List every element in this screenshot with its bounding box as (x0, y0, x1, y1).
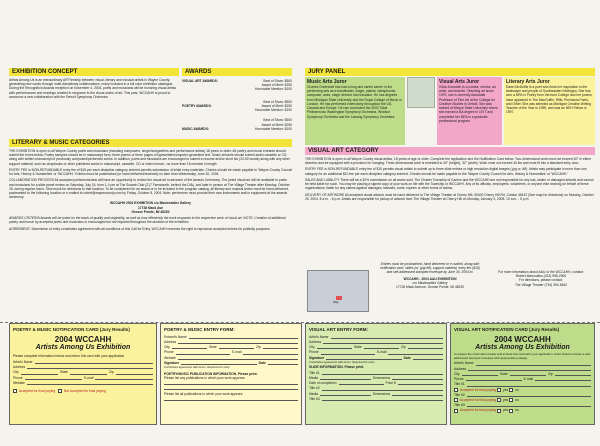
accepted-label: Accepted for final jurying (460, 408, 497, 413)
yes-label: yes (503, 408, 509, 413)
literary-address (9, 201, 292, 214)
mail-address-3: 17728 Mack Avenue, Grosse Pointe, MI 48230 (395, 285, 465, 290)
award-line: Best of Show: $500 (263, 99, 292, 104)
juror-bio: Charles Greenwell has had a long and varied career in the performing arts as a bandleader, singer, pianist, vibraphonist, composer, actor, stage director and educator. He has degrees from Michigan State University and the Royal College of Music in London. He has performed extensively throughout the US, Canada and Europe. He has conducted the 2002 Tokai Philharmonic Washington Symphony Orchestra, Windsor Symphony Orchestra and the Lansing Symphony Orchestra. (307, 85, 402, 119)
slide-entry-3 (309, 397, 443, 401)
field-label: State (500, 371, 508, 376)
field-label: Title #1 (309, 370, 320, 375)
field-label: State (60, 370, 68, 375)
award-line: Best of Show: $500 (263, 79, 292, 83)
field-label: Zip (256, 345, 261, 350)
field-label: Address (454, 366, 467, 371)
form-title: VISUAL ART ENTRY FORM: (309, 327, 369, 332)
slide-info-title: SLIDE INFORMATION. Please print. (309, 365, 365, 370)
contact-line: Robert Marcoultus (313) 995-2900 (515, 274, 567, 279)
award-line: Award of Merit: $250 (261, 122, 292, 127)
accepted-label: Accepted for final jurying (460, 387, 497, 392)
mail-info (378, 262, 482, 317)
exhibition-concept-title: EXHIBITION CONCEPT (12, 69, 78, 75)
literary-paragraph: AWARDS CRITERIA Awards will be juried on the basis of quality and originality, as well as how effectively the work responds to the respective work of visual art. NOTE: Creation of additional poetry and music by accepted poets and musicians is encouraged but not required throughout the duration of the exhibition. (9, 216, 286, 225)
juror-title: Visual Arts Juror (439, 79, 480, 85)
map-image (307, 270, 369, 312)
award-line: Honorable Mention: $100 (254, 87, 292, 92)
address-line: 17728 Mack Ave (137, 205, 164, 210)
city-state-zip-field[interactable] (13, 370, 153, 374)
field-label: Phone (164, 350, 174, 355)
artist-name-field[interactable] (309, 335, 443, 339)
accepted-label: Accepted for final jurying (460, 397, 497, 402)
juror-photo (407, 77, 435, 108)
field-label: Price $ (385, 381, 396, 386)
award-line: Award of Merit: $250 (261, 83, 292, 88)
field-label: E-mail (232, 350, 242, 355)
accepted-checkbox[interactable] (454, 398, 458, 402)
field-label: Website (164, 355, 176, 360)
field-label: Zip (548, 371, 553, 376)
card-title: POETRY & MUSIC NOTIFICATION CARD (Jury Results) (13, 327, 130, 332)
field-label: Artist's Name (454, 361, 474, 366)
title-3-row[interactable] (454, 403, 591, 407)
field-label: Address (164, 339, 177, 344)
field-label: Dimensions (372, 375, 391, 380)
visual-juror (437, 77, 502, 145)
literary-music-header (9, 139, 292, 147)
accepted-label: Accepted for final jurying (19, 389, 56, 394)
field-label: Signature (164, 360, 180, 365)
city-state-zip-field[interactable] (164, 345, 298, 349)
yes-label: yes (503, 397, 509, 402)
phone-field[interactable] (13, 376, 153, 380)
city-state-zip-field[interactable] (309, 345, 443, 349)
field-label: City (164, 345, 170, 350)
title-3-result (454, 408, 591, 412)
literary-paragraph: COLLABORATION PROCESS All accepted poets/musicians will have an opportunity to review the visual art in advance of the Awards Ceremony. The juried visual art will be available to poets and musicians for a slide panel review on Saturday, July 24, from 1-4 pm at The Scarab Club (217 Farnsworth, behind the DIA), and later in person at The Village Theater after Monday, October 28, during regular hours. Give mock for directions to that location. To be considered for an award or to be included in the program catalog, all literary and musical works must be hand-delivered, postmarked to the following location or e-mailed to robert@waynecounty.com by Friday, October 8, 2004. Note: performers must provide their own instruments and/or equipment at the awards ceremony. (9, 178, 290, 200)
visual-art-title: VISUAL ART CATEGORY (308, 148, 379, 154)
signature-note: Constitutes agreement with terms. Required for entry (164, 365, 230, 370)
map-label: Map (333, 300, 339, 304)
website-field[interactable] (164, 356, 298, 360)
field-label: Media (309, 375, 318, 380)
field-label: Phone (13, 375, 23, 380)
field-label: Date (258, 360, 266, 365)
signature-note: Constitutes agreement with terms. Required for entry (309, 359, 375, 364)
address-field[interactable] (309, 340, 443, 344)
no-label: no (515, 408, 519, 413)
field-label: Artist's Name (309, 334, 329, 339)
phone-field[interactable] (164, 350, 298, 354)
field-label: Address (309, 339, 322, 344)
website-field[interactable] (13, 381, 153, 385)
concept-text (9, 78, 179, 122)
publication-instruction: Please list any publications in which your work appears. (164, 375, 246, 380)
field-label: Artist's Name (13, 359, 33, 364)
card-year: 2004 WCCAHH (54, 334, 112, 344)
address-field[interactable] (13, 365, 153, 369)
field-label: Title #2 (309, 386, 320, 391)
jury-panel-title: JURY PANEL (308, 69, 346, 75)
field-label: Date (403, 355, 411, 360)
field-label: Signature (309, 355, 325, 360)
artist-name-field[interactable] (454, 361, 591, 365)
visual-art-header (305, 147, 595, 155)
slide-media-field[interactable] (309, 392, 443, 396)
title-2-row[interactable] (454, 393, 591, 397)
phone-field[interactable] (454, 377, 591, 381)
literary-music-title: LITERARY & MUSIC CATEGORIES (12, 140, 110, 146)
address-line: WCCAHH 2004 EXHIBITION c/o Masiecadiez Gallery (110, 201, 191, 206)
slide-entry-1 (309, 371, 443, 386)
contact-line: The Village Theater (734) 394-5460 (514, 282, 568, 287)
publication-line[interactable] (164, 385, 298, 390)
title-1-row[interactable] (454, 382, 591, 386)
no-label: no (515, 397, 519, 402)
field-label: Title #3 (454, 403, 465, 408)
mail-address-2: c/o Masiecadiez Gallery (412, 280, 448, 285)
literary-paragraph: AGREEMENT: Submission of entry constitutes agreement with all conditions of this Call for Entry. WCCAHH reserves the right to reproduce accepted entries for publicity purposes. (9, 226, 271, 231)
visual-paragraph: THE EXHIBITION is open to all Wayne County visual artists, 18 years of age or older. Complete the application and the Notification Card below. Two-dimensional work must not exceed 40" in either direction and be equipped with a provision for hanging. Three-dimensional work is restricted to 40" (height), 32" (width). Work must not exceed 40 lbs and must fit into a standard entry door. (305, 157, 592, 166)
contact-intro: For more information about AAU or the WCCAHH, contact: (498, 270, 584, 274)
visual-notification-card (450, 323, 595, 425)
field-label: E-mail (377, 350, 387, 355)
slide-title-field[interactable] (309, 397, 443, 401)
award-line: Honorable Mention: $100 (254, 126, 292, 131)
exhibition-concept-header (9, 68, 179, 76)
yes-label: yes (503, 387, 509, 392)
field-label: Title #2 (454, 392, 465, 397)
literary-paragraph: THE EXHIBITION is open to all Wayne County poets and musicians (including composers, singer/songwriters and performance artists) 18 years or older. All poetry and music entrants should submit the forms below. Poetry samples should be in manuscript form, three poems or three pages of typewritten/computer-generated text. Music entrants should submit audio cassette or CD, along with written manuscript of previously composed/performed works. In addition, poets and musicians are encouraged to submit a resume and/or short bio (20-50 words) along with any other support material, such as chapbooks or other published works in manuscript, cassette, CD or video format - no more than 15 minutes in length. (9, 149, 290, 166)
slide-entry-2 (309, 386, 443, 395)
field-label: City (13, 370, 19, 375)
visual-award-label: VISUAL ART AWARDS: (182, 79, 218, 83)
not-accepted-checkbox[interactable] (58, 389, 62, 393)
card-title: VISUAL ART NOTIFICATION CARD (Jury Results) (454, 327, 560, 332)
accepted-checkbox[interactable] (13, 389, 17, 393)
field-label: Date of completion (309, 381, 337, 386)
phone-field[interactable] (309, 350, 443, 354)
field-label: Dimensions (372, 391, 391, 396)
awards-header (182, 68, 292, 76)
yes-checkbox[interactable] (497, 388, 501, 392)
jury-result-row (13, 389, 153, 393)
no-checkbox[interactable] (509, 409, 513, 413)
literary-juror (504, 77, 595, 145)
publication-line[interactable] (164, 396, 298, 401)
juror-title: Literary Arts Juror (506, 79, 550, 85)
city-state-zip-field[interactable] (454, 372, 591, 376)
slide-title-field[interactable] (309, 386, 443, 390)
field-label: Address (13, 365, 26, 370)
slide-media-field[interactable] (309, 376, 443, 380)
field-label: Title #1 (454, 382, 465, 387)
poetry-award-label: POETRY AWARDS: (182, 104, 212, 108)
field-label: City (454, 371, 460, 376)
awards-list (182, 78, 292, 131)
publication-title: POETRY/MUSIC PUBLICATION INFORMATION. Please print. (164, 371, 258, 376)
card-instructions: Please complete information below and return this card with your application. (13, 353, 126, 358)
field-label: Phone (454, 377, 464, 382)
poetry-notification-card (9, 323, 157, 425)
contact-line: For directions, please contact: (519, 278, 563, 283)
card-year: 2004 WCCAHH (494, 334, 551, 344)
entrant-name-field[interactable] (164, 335, 298, 339)
music-award-label: MUSIC AWARDS: (182, 127, 209, 131)
juror-bio: Dawn McDuffie is a poet who finds her inspiration in the landscape and people of Southeastern Michigan. She has won a MFA in Poetry from Vermont College and her poems have appeared in The MacGuffin, Riffs, Peninsula Poets, and Other. She was selected as Michigan Creative Writing Teacher of the Year in 1999, and was an NEH Fellow in 1997. (506, 85, 592, 115)
title-2-result (454, 398, 591, 402)
card-subtitle: Artists Among Us Exhibition (475, 343, 570, 351)
card-subtitle: Artists Among Us Exhibition (35, 343, 131, 351)
mail-note: Entries must be postmarked, hand delivered or e-mailed, along with notification card, slides (or .jpg/.tiff), support material, entry fee ($15) and self-addressed stamped envelope by June 30, 2004 to: (380, 262, 480, 275)
visual-paragraph: DELIVERY OF ARTWORK All accepted visual artwork must be hand delivered to The Village Theater at Cherry Hill, 50400 Cherry Hill Rd, Canton 48187 (See map for directions) on Monday, October 25, 2004, 8 a.m. - 6 p.m. Artists are responsible for pickup of artwork from The Village Theater at Cherry Hill on Monday, January 3, 2005, 10 a.m. - 5 p.m. (305, 192, 594, 201)
field-label: State (354, 345, 362, 350)
visual-paragraph: ENTRY FEE is NON-REFUNDABLE entry fee of $15 permits visual artists to submit up to three slide entries or high resolution digital images (.jpg or .tiff). Artists may participate in more than one category for an additional $10 fee per each discipline category entered. Checks should be made payable to the 'Wayne County Council for Arts, History & Humanities' or 'WCCAHH.' (305, 167, 587, 176)
field-label: Media (309, 391, 318, 396)
yes-checkbox[interactable] (497, 409, 501, 413)
field-label: Title #3 (309, 396, 320, 401)
award-line: Honorable Mention: $100 (254, 108, 292, 113)
award-line: Award of Merit: $250 (261, 103, 292, 108)
yes-checkbox[interactable] (497, 398, 501, 402)
form-title: POETRY & MUSIC ENTRY FORM: (164, 327, 235, 332)
visual-text (305, 157, 595, 255)
no-checkbox[interactable] (509, 388, 513, 392)
card-instructions: Complete the information below and include this card with your application. Artist should enclose a self-addressed stamped envelope with appropriate postage. (454, 351, 591, 360)
award-line: Best of Show: $500 (263, 118, 292, 123)
visual-paragraph: SALES AND LIABILITY There will be a 30% commission on all works sold. The Charter Township of Canton and the WCCAHH are not responsible for any lost, stolen or damaged artwork and cannot be held liable for such. You may be placing a signed copy of your work on file with the Township or WCCAHH. Any of its officials, employees, volunteers, or anyone else working on behalf of these organizations, liable for any claims against damages, lawsuits, costs, injuries or other forms of claims. (305, 177, 594, 191)
no-checkbox[interactable] (509, 398, 513, 402)
literary-text (9, 149, 292, 341)
field-label: State (209, 345, 217, 350)
accepted-checkbox[interactable] (454, 388, 458, 392)
address-line: Grosse Pointe, MI 48230 (131, 209, 170, 214)
field-label: Entrant's Name (164, 334, 187, 339)
literary-paragraph: ENTRY FEE is NON-REFUNDABLE entry fee of $15 per each discipline category entered permits submission of initial entry materials. Checks should be made payable to 'Wayne County Council for Arts, History & Humanities' or 'WCCAHH.' Entries must be postmarked (or hand delivered/received) no later than Wednesday, June 30, 2004. (9, 167, 292, 177)
juror-title: Music Arts Juror (307, 79, 347, 85)
music-juror (305, 77, 405, 145)
juror-bio: Gilda Snowden is a curator, mentor, an artist, and teacher. Teaching art since 1979, she is currently Associate Professor of Fine Art at the College for Creative Studies in Detroit. She was trained at Wayne State University where she earned a BA degree in 1977 and completed her MFA in a graduate professional program. (439, 85, 498, 123)
slide-title-field[interactable] (309, 371, 443, 375)
visual-entry-form (305, 323, 447, 425)
not-accepted-label: Not Accepted for final jurying (63, 389, 106, 394)
field-label: Zip (401, 345, 406, 350)
field-label: Zip (109, 370, 114, 375)
field-label: E-mail (523, 377, 533, 382)
poetry-entry-form (160, 323, 302, 425)
field-label: Website (13, 380, 25, 385)
publication-instruction: Please list all publications in which your work appears. (164, 392, 244, 397)
no-label: no (515, 387, 519, 392)
field-label: City (309, 345, 315, 350)
jury-panel-header (305, 68, 595, 76)
artist-name-field[interactable] (13, 360, 153, 364)
field-label: Phone (309, 350, 319, 355)
accepted-checkbox[interactable] (454, 409, 458, 413)
slide-date-field[interactable] (309, 381, 443, 385)
contact-info (487, 270, 595, 315)
concept-paragraph: Artists Among Us is an extraordinary ART'tenship between visual, literary and musical artists in Wayne County, generating new works through multi-disciplinary collaborations, many included in a full color exhibition catalogue. During the Recognition Awards reception on November 4, 2004, poets and musicians will be honoring visual artists with performances and readings created in response to the visual works of art. This year, WCCAHH is proud to announce a new collaboration with the Detroit Symphony Orchestra. (9, 78, 177, 99)
address-field[interactable] (454, 367, 591, 371)
awards-title: AWARDS (185, 69, 212, 75)
title-1-result (454, 388, 591, 392)
field-label: E-mail (84, 375, 94, 380)
mail-address-1: WCCAHH - 2004 AAU EXHIBITION (403, 276, 457, 281)
address-field[interactable] (164, 340, 298, 344)
